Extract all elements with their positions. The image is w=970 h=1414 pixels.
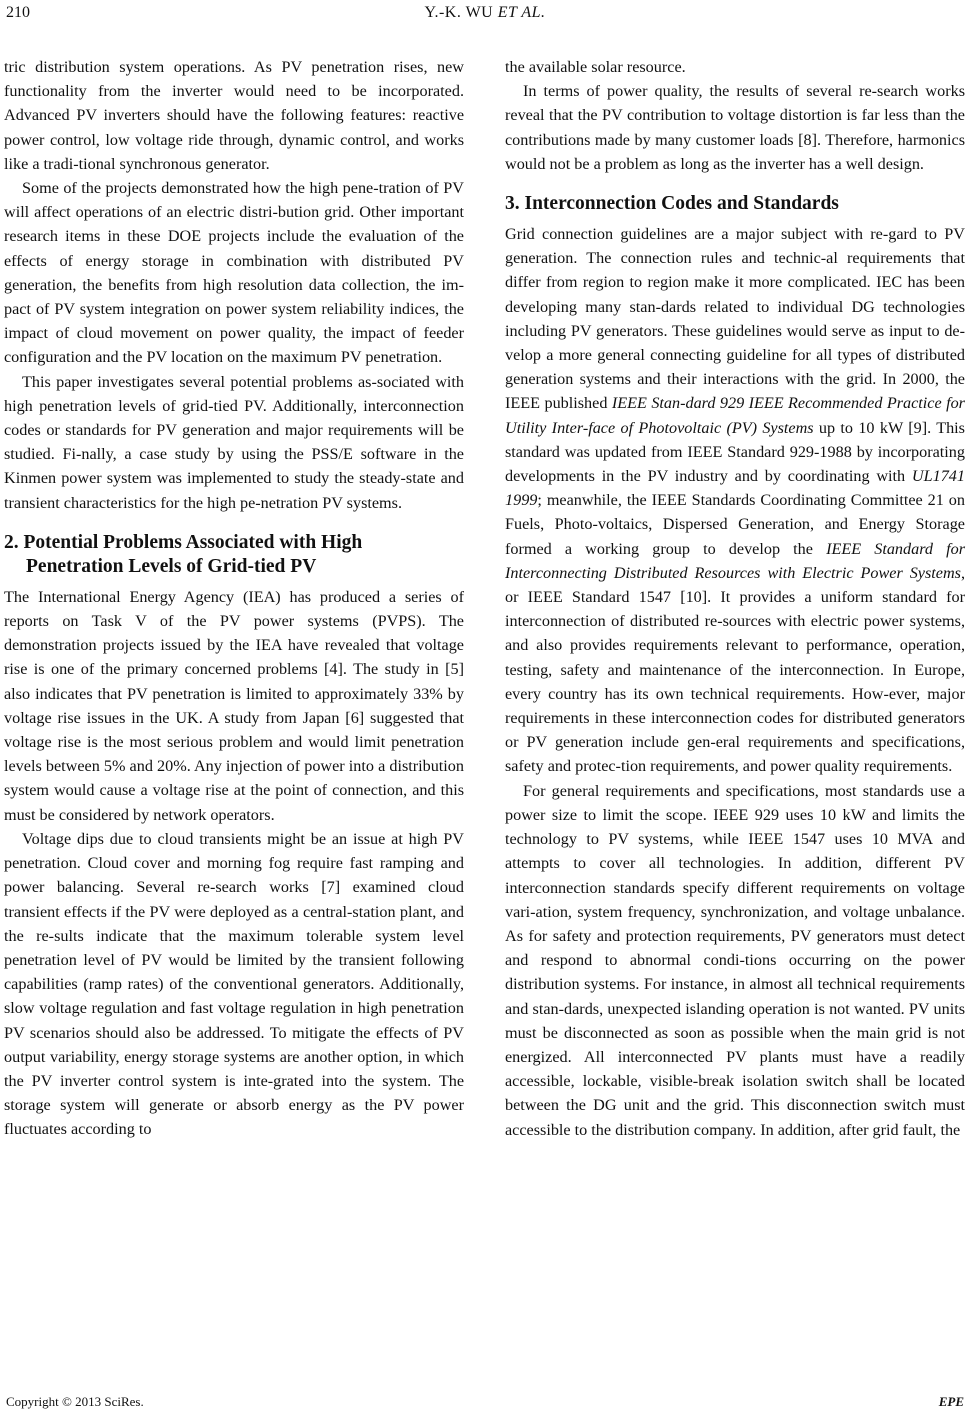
left-paragraph-2: Some of the projects demonstrated how the high pene-tration of PV will affect operations of an electric distri-bution grid. Other important research items in these DOE projects include the evaluation of the effects of energy storage in combination with distributed PV generation, the benefits from high resolution data collection, the im-pact of PV system integration on power system reliability indices, the impact of cloud movement on power quality, the impact of feeder configuration and the PV location on the maximum PV penetration. <box>4 179 464 367</box>
right-p3-text-a: Grid connection guidelines are a major subject with re-gard to PV generation. The connection rules and technic-al requirements that differ from region to region make it more complicated. IEC has been developing many stan-dards related to individual DG technologies including PV generators. These guidelines would serve as input to de-velop a more general connecting guideline for all types of distributed generation systems and their interactions with the grid. In 2000, the IEEE published <box>505 225 965 413</box>
ieee-929-title: IEEE Stan-dard 929 IEEE Recommended Practice for Utility Inter-face of Photovoltaic (PV) Systems <box>505 394 965 437</box>
right-column <box>505 55 965 1142</box>
right-p3-text-b: up to 10 kW [9]. This standard was updated from IEEE Standard 929-1988 by incorporating developments in the PV industry and by coordinating with <box>505 418 965 486</box>
right-paragraph-2: In terms of power quality, the results of several re-search works reveal that the PV contribution to voltage distortion is far less than the contributions made by many customer loads [8]. Therefore, harmonics would not be a problem as long as the inverter has a well design. <box>505 82 965 173</box>
running-head-et-al: ET AL. <box>497 4 546 21</box>
page-number: 210 <box>6 4 30 21</box>
right-paragraph-3 <box>505 222 965 779</box>
copyright-notice: Copyright © 2013 SciRes. <box>6 1394 144 1409</box>
right-paragraph-1: the available solar resource. <box>505 58 686 76</box>
left-paragraph-1: tric distribution system operations. As PV penetration rises, new functionality from the inverter would need to be incorporated. Advanced PV inverters should have the following features: reactive power control, low voltage ride through, dynamic control, and works like a tradi-tional synchronous generator. <box>4 58 464 173</box>
running-head <box>0 4 970 22</box>
right-paragraph-4: For general requirements and specifications, most standards use a power size to limit the scope. IEEE 929 uses 10 kW and limits the technology to PV systems, while IEEE 1547 uses 10 MVA and attempts to cover all technologies. In addition, different PV interconnection standards specify different requirements on voltage vari-ation, system frequency, synchronization, and voltage unbalance. As for safety and protection requirements, PV generators must detect and respond to abnormal condi-tions occurring on the power distribution systems. For instance, in almost all technical requirements and stan-dards, unexpected islanding operation is not wanted. PV units must be disconnected as soon as possible when the main grid is not energized. All interconnected PV plants must have a readily accessible, lockable, visible-break isolation switch shall be located between the DG unit and the grid. This disconnection switch must accessible to the distribution company. In addition, after grid fault, the <box>505 781 965 1139</box>
section-2-heading: 2. Potential Problems Associated with High Penetration Levels of Grid-tied PV <box>4 531 363 577</box>
ul1741-title: UL1741 1999 <box>505 467 965 510</box>
running-head-authors: Y.-K. WU <box>424 4 494 21</box>
ieee-1547-title: IEEE Standard for Interconnecting Distributed Resources with Electric Power Systems <box>505 539 965 582</box>
section-3-heading: 3. Interconnection Codes and Standards <box>505 193 839 215</box>
left-column <box>4 55 464 1142</box>
left-paragraph-5: Voltage dips due to cloud transients might be an issue at high PV penetration. Cloud cover and morning fog require fast ramping and power balancing. Several re-search works [7] examined cloud transient effects if the PV were deployed as a central-station plant, and the re-sults indicate that the maximum tolerable system level penetration level of PV would be limited by the transient following capabilities (ramp rates) of the conventional generators. Additionally, slow voltage regulation and fast voltage regulation in high penetration PV scenarios should also be addressed. To mitigate the effects of PV output variability, energy storage systems are another option, in which the PV inverter control system is inte-grated into the system. The storage system will generate or absorb energy as the PV power fluctuates according to <box>4 829 464 1139</box>
journal-abbreviation: EPE <box>938 1394 964 1409</box>
right-p3-text-d: , or IEEE Standard 1547 [10]. It provides a uniform standard for interconnection of distributed re-sources with electric power systems, and also provides requirements relevant to performance, operation, testing, safety and maintenance of the interconnection. In Europe, every country has its own technical requirements. How-ever, major requirements in these interconnection codes for distributed generators or PV generation include gen-eral requirements and specifications, safety and protec-tion requirements, and power quality requirements. <box>505 563 965 776</box>
page-header <box>0 0 970 30</box>
left-paragraph-3: This paper investigates several potential problems as-sociated with high penetration levels of grid-tied PV. Additionally, interconnection codes or standards for PV generation and major requirements will be studied. Fi-nally, a case study by using the PSS/E software in the Kinmen power system was implemented to study the steady-state and transient characteristics for the high pe-netration PV systems. <box>4 372 464 512</box>
right-p3-text-c: ; meanwhile, the IEEE Standards Coordinating Committee 21 on Fuels, Photo-voltaics, Dispersed Generation, and Energy Storage formed a working group to develop the <box>505 491 965 558</box>
left-paragraph-4: The International Energy Agency (IEA) has produced a series of reports on Task V of the PV power systems (PVPS). The demonstration projects issued by the IEA have revealed that voltage rise is one of the primary concerned problems [4]. The study in [5] also indicates that PV penetration is limited to approximately 33% by voltage rise issues in the UK. A study from Japan [6] suggested that voltage rise is the most serious problem and would limit penetration levels between 5% and 20%. Any injection of power into a distribution system would cause a voltage rise at the point of connection, and this must be considered by network operators. <box>4 587 464 824</box>
page-footer <box>0 1390 970 1414</box>
